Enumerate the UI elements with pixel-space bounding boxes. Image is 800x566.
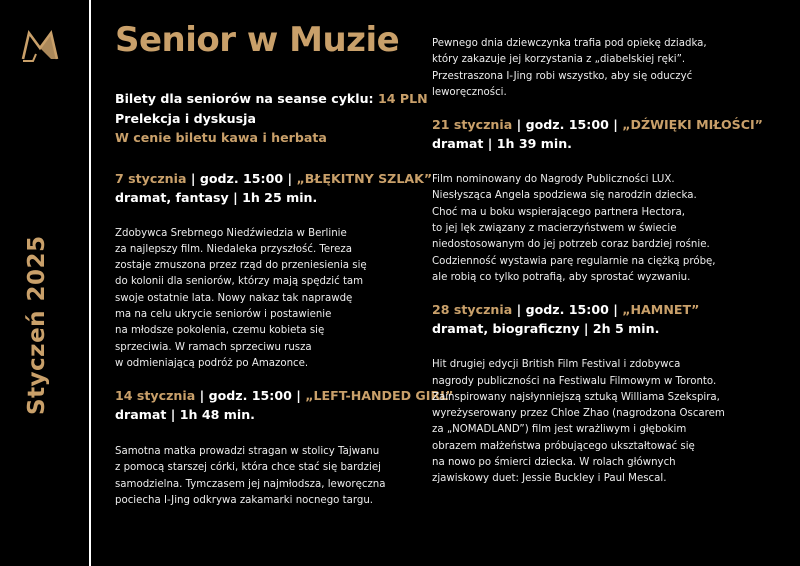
description-line: Samotna matka prowadzi stragan w stolicy Tajwanu (115, 446, 380, 458)
description-line: Codzienność wystawia parę regularnie na ciężką próbę, (432, 255, 716, 267)
sidebar-divider (89, 0, 91, 566)
description-line: Pewnego dnia dziewczynka trafia pod opiekę dziadka, (432, 38, 707, 49)
description-line: który zakazuje jej korzystania z „diabelskiej ręki”. (432, 54, 686, 66)
film-date: 14 stycznia (115, 388, 196, 404)
film-date: 7 stycznia (115, 170, 187, 186)
description-line: Choć ma u boku wspierającego partnera Hectora, (432, 206, 685, 218)
film-genre: dramat | 1h 48 min. (115, 407, 255, 423)
muza-logo-icon (20, 28, 60, 64)
ticket-label: Bilety dla seniorów na seanse cyklu: (115, 91, 374, 106)
description-line: za „NOMADLAND”) film jest wrażliwym i głębokim (432, 424, 687, 436)
description-line: pociecha I-Jing odkrywa zakamarki nocnego targu. (115, 495, 374, 507)
left-column (115, 89, 454, 509)
film-entry (115, 169, 433, 373)
description-line: ma na celu ukrycie seniorów i postawienie (115, 308, 332, 320)
right-column (432, 36, 762, 488)
film-genre: dramat, biograficzny | 2h 5 min. (432, 321, 660, 337)
film-entry (432, 300, 762, 487)
film-entry (115, 386, 454, 509)
description-line: na nowo po śmierci dziecka. W rolach głównych (432, 457, 676, 469)
film-header (432, 300, 762, 319)
description-line: niedostosowanym do jej potrzeb coraz bardziej rośnie. (432, 239, 710, 251)
film-header (115, 386, 454, 405)
film-description (432, 172, 762, 286)
month-label: Styczeń 2025 (24, 235, 50, 415)
description-line: Film nominowany do Nagrody Publiczności LUX. (432, 174, 675, 186)
film-entry (432, 115, 762, 286)
description-line: Zainspirowany najsłynniejszą sztuką Williama Szekspira, (432, 391, 720, 403)
film-description (115, 444, 415, 509)
film-time: | godz. 15:00 | (512, 117, 623, 133)
description-line: Niesłysząca Angela spodziewa się narodzin dziecka. (432, 190, 697, 202)
description-line: zostaje zmuszona przez rząd do przeniesienia się (115, 260, 367, 272)
film-time: | godz. 15:00 | (186, 170, 297, 186)
film-header (115, 169, 433, 188)
description-line: ale robią co tylko potrafią, aby sprostać wyzwaniu. (432, 271, 691, 283)
description-line: leworęczności. (432, 86, 507, 98)
film-genre: dramat, fantasy | 1h 25 min. (115, 189, 318, 205)
sidebar (0, 0, 89, 566)
description-line: swoje ostatnie lata. Nowy nakaz tak naprawdę (115, 292, 353, 304)
description-line: zjawiskowy duet: Jessie Buckley i Paul Mescal. (432, 473, 667, 485)
film-description-continued (432, 36, 762, 101)
intro-line-3: W cenie biletu kawa i herbata (115, 130, 327, 145)
description-line: samodzielna. Tymczasem jej najmłodsza, leworęczna (115, 478, 386, 490)
intro-block (115, 89, 428, 148)
film-description (115, 226, 415, 373)
description-line: wyreżyserowany przez Chloe Zhao (nagrodzona Oscarem (432, 408, 725, 420)
description-line: nagrody publiczności na Festiwalu Filmowym w Toronto. (432, 375, 717, 387)
description-line: Zdobywca Srebrnego Niedźwiedzia w Berlinie (115, 227, 347, 239)
film-date: 28 stycznia (432, 302, 513, 318)
film-title: „HAMNET” (622, 302, 700, 318)
intro-line-2: Prelekcja i dyskusja (115, 110, 256, 126)
ticket-info (115, 89, 428, 109)
description-line: sprzeciwia. W ramach sprzeciwu rusza (115, 341, 312, 353)
description-line: z pomocą starszej córki, która chce stać się bardziej (115, 462, 381, 474)
description-line: do kolonii dla seniorów, którzy mają spędzić tam (115, 276, 364, 288)
description-line: za najlepszy film. Niedaleka przyszłość. Tereza (115, 243, 353, 255)
description-line: w odmieniającą podróż po Amazonce. (115, 357, 309, 369)
ticket-price: 14 PLN (378, 91, 428, 106)
film-title: „BŁĘKITNY SZLAK” (296, 170, 433, 186)
film-time: | godz. 15:00 | (195, 388, 306, 404)
film-title: „LEFT-HANDED GIRL” (305, 388, 454, 404)
description-line: obrazem małżeństwa próbującego ukształtować się (432, 440, 695, 452)
film-time: | godz. 15:00 | (512, 302, 623, 318)
description-line: Hit drugiej edycji British Film Festival i zdobywca (432, 359, 681, 371)
film-title: „DŹWIĘKI MIŁOŚCI” (622, 117, 763, 133)
description-line: na młodsze pokolenia, czemu kobieta się (115, 325, 325, 337)
film-header (432, 115, 762, 134)
film-genre: dramat | 1h 39 min. (432, 136, 572, 152)
page-title: Senior w Muzie (115, 20, 400, 60)
description-line: Przestraszona I-Jing robi wszystko, aby się oduczyć (432, 70, 693, 82)
film-date: 21 stycznia (432, 117, 513, 133)
description-line: to jej lęk związany z macierzyństwem w świecie (432, 223, 677, 235)
film-description (432, 357, 762, 487)
